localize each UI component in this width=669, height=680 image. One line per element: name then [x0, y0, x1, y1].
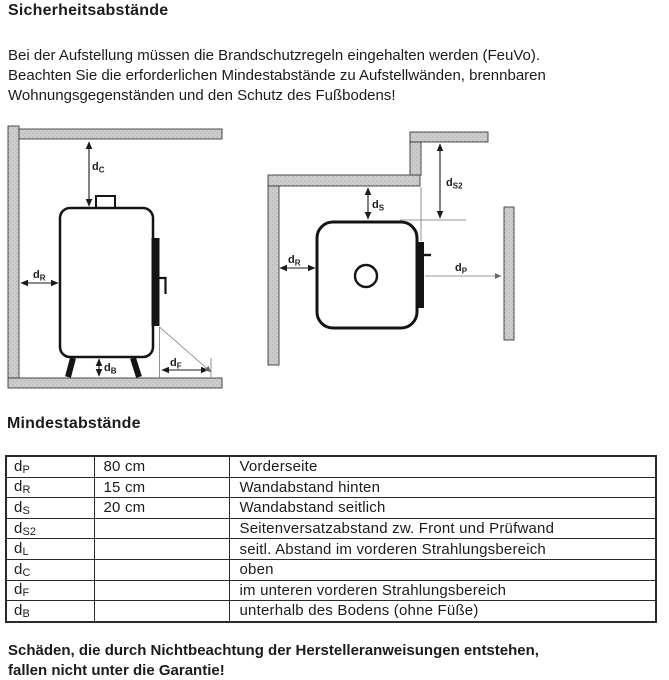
test-wall — [504, 207, 514, 340]
ds2-label: $d_{S2}$ — [446, 177, 463, 191]
stove-door — [417, 242, 424, 308]
intro-line: Wohnungsgegenständen und den Schutz des Fußbodens! — [8, 87, 396, 104]
distance-value-cell — [94, 539, 229, 560]
distance-desc-cell: Seitenversatzabstand zw. Front und Prüfwand — [229, 518, 656, 539]
distance-symbol-cell: $d_C$ — [6, 559, 94, 580]
warranty-warning — [8, 641, 539, 680]
offset-wall-stub — [410, 142, 421, 175]
intro-line: Bei der Aufstellung müssen die Brandschutzregeln eingehalten werden (FeuVo). — [8, 47, 540, 64]
table-row — [6, 518, 656, 539]
distance-symbol-cell: $d_L$ — [6, 539, 94, 560]
rear-wall — [8, 126, 19, 378]
table-row — [6, 601, 656, 622]
distance-value-cell — [94, 601, 229, 622]
side-wall — [268, 175, 420, 186]
page-title: Sicherheitsabstände — [8, 2, 169, 19]
table-row — [6, 539, 656, 560]
dr-label: $d_R$ — [288, 254, 301, 268]
distance-value-cell: 20 cm — [94, 498, 229, 519]
dc-label: $d_C$ — [92, 161, 105, 175]
df-diagonal-line — [160, 327, 212, 372]
warning-line: fallen nicht unter die Garantie! — [8, 662, 225, 679]
top-view-diagram — [268, 132, 514, 365]
distance-symbol-cell: $d_R$ — [6, 477, 94, 498]
intro-line: Beachten Sie die erforderlichen Mindestabstände zu Aufstellwänden, brennbaren — [8, 67, 546, 84]
safety-distance-diagrams — [0, 120, 669, 412]
ceiling — [19, 129, 222, 139]
distance-symbol-cell: $d_B$ — [6, 601, 94, 622]
table-row — [6, 456, 656, 477]
distance-desc-cell: Wandabstand hinten — [229, 477, 656, 498]
dr-label: $d_R$ — [33, 269, 46, 283]
side-view-diagram — [8, 126, 222, 388]
offset-wall-bar — [410, 132, 488, 142]
table-row — [6, 559, 656, 580]
dp-label: $d_P$ — [455, 262, 468, 276]
df-label: $d_F$ — [170, 357, 182, 371]
stove-leg-right — [133, 358, 139, 377]
distance-desc-cell: im unteren vorderen Strahlungsbereich — [229, 580, 656, 601]
distance-desc-cell: Vorderseite — [229, 456, 656, 477]
distance-value-cell — [94, 580, 229, 601]
db-label: $d_B$ — [104, 362, 117, 376]
warning-line: Schäden, die durch Nichtbeachtung der Herstelleranweisungen entstehen, — [8, 642, 539, 659]
door-handle — [160, 278, 166, 294]
table-row — [6, 498, 656, 519]
ds-label: $d_S$ — [372, 199, 385, 213]
stove-leg-left — [68, 358, 73, 377]
min-distances-table — [5, 455, 657, 623]
distance-desc-cell: Wandabstand seitlich — [229, 498, 656, 519]
table-row — [6, 580, 656, 601]
distance-desc-cell: seitl. Abstand im vorderen Strahlungsbereich — [229, 539, 656, 560]
flue-circle — [355, 265, 377, 287]
diagrams-svg — [0, 120, 669, 412]
distance-symbol-cell: $d_S$ — [6, 498, 94, 519]
distance-value-cell — [94, 559, 229, 580]
distance-value-cell: 80 cm — [94, 456, 229, 477]
distance-symbol-cell: $d_{S2}$ — [6, 518, 94, 539]
distance-symbol-cell: $d_F$ — [6, 580, 94, 601]
distance-desc-cell: unterhalb des Bodens (ohne Füße) — [229, 601, 656, 622]
distance-value-cell — [94, 518, 229, 539]
distance-symbol-cell: $d_P$ — [6, 456, 94, 477]
table-row — [6, 477, 656, 498]
rear-wall — [268, 186, 279, 365]
distance-desc-cell: oben — [229, 559, 656, 580]
min-distances-heading: Mindestabstände — [7, 415, 141, 432]
intro-paragraph — [8, 46, 546, 106]
stove-body — [60, 208, 153, 357]
distance-value-cell: 15 cm — [94, 477, 229, 498]
stove-door — [152, 238, 160, 326]
floor — [8, 378, 222, 388]
flue-stub — [96, 196, 115, 208]
